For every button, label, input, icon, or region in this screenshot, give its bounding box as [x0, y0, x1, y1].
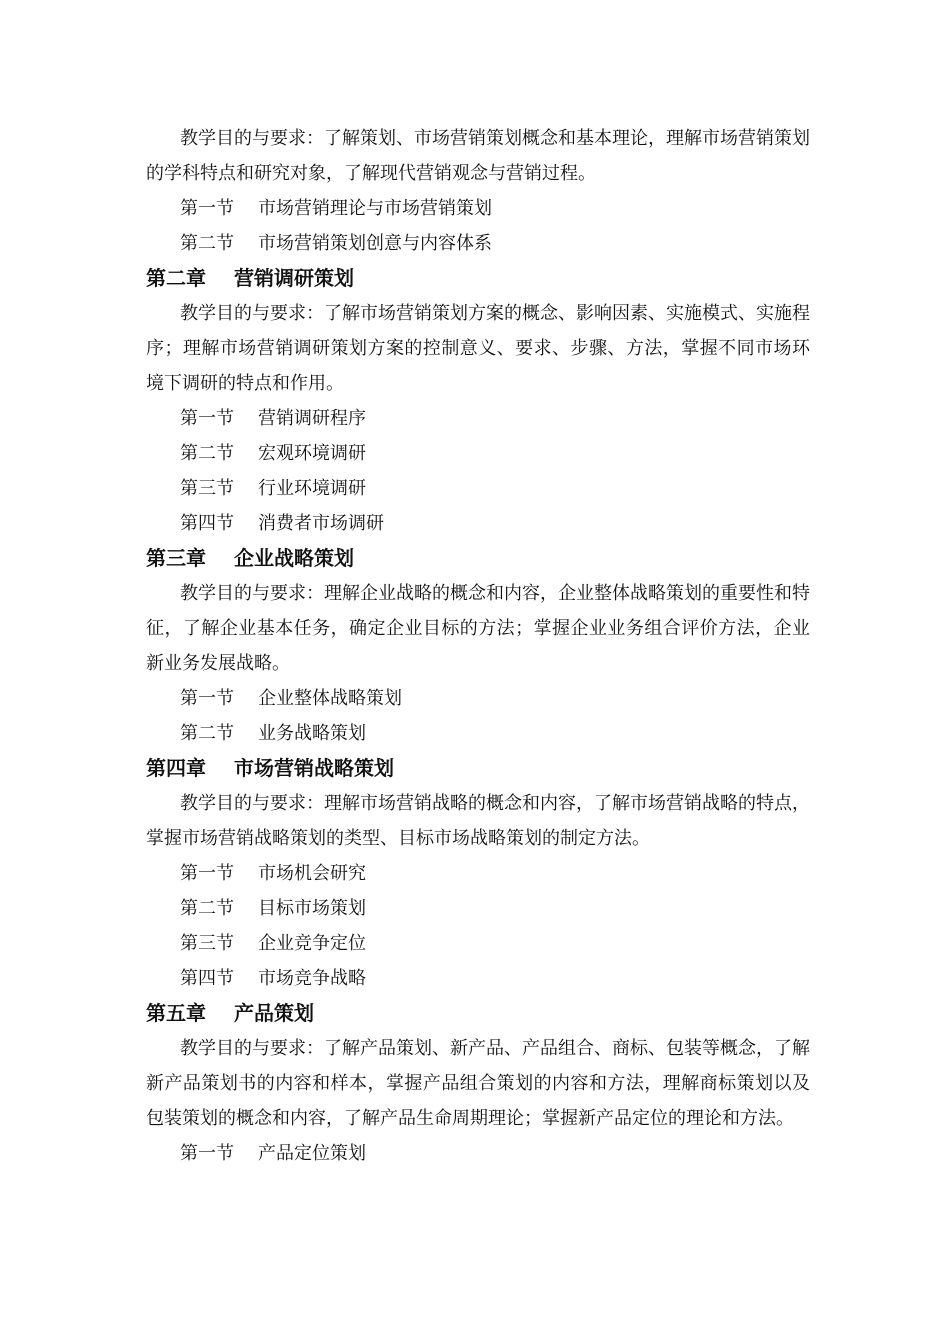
chapter-3-heading: [146, 541, 810, 576]
section-number: 第三节: [180, 478, 234, 499]
chapter-4-section-4: [146, 961, 810, 996]
chapter-2-section-1: [146, 401, 810, 436]
section-title: 市场营销策划创意与内容体系: [258, 233, 492, 254]
section-title: 市场机会研究: [258, 863, 366, 884]
chapter-2-objective: 教学目的与要求：了解市场营销策划方案的概念、影响因素、实施模式、实施程序；理解市场营销调研策划方案的控制意义、要求、步骤、方法，掌握不同市场环境下调研的特点和作用。: [146, 303, 810, 394]
chapter-3-objective: 教学目的与要求：理解企业战略的概念和内容，企业整体战略策划的重要性和特征，了解企业基本任务，确定企业目标的方法；掌握企业业务组合评价方法，企业新业务发展战略。: [146, 583, 810, 674]
chapter-2-section-4: [146, 506, 810, 541]
chapter-4-section-3: [146, 926, 810, 961]
intro-section-1: [146, 191, 810, 226]
section-number: 第一节: [180, 408, 234, 429]
intro-section-2: [146, 226, 810, 261]
chapter-5-heading: [146, 996, 810, 1031]
chapter-2-section-3: [146, 471, 810, 506]
section-title: 市场竞争战略: [258, 968, 366, 989]
chapter-3-section-2: [146, 716, 810, 751]
chapter-5-objective: 教学目的与要求：了解产品策划、新产品、产品组合、商标、包装等概念，了解新产品策划书的内容和样本，掌握产品组合策划的内容和方法，理解商标策划以及包装策划的概念和内容，了解产品生命周期理论；掌握新产品定位的理论和方法。: [146, 1038, 810, 1129]
section-title: 业务战略策划: [258, 723, 366, 744]
intro-objective: 教学目的与要求：了解策划、市场营销策划概念和基本理论，理解市场营销策划的学科特点和研究对象，了解现代营销观念与营销过程。: [146, 128, 810, 184]
section-number: 第二节: [180, 443, 234, 464]
section-title: 消费者市场调研: [258, 513, 384, 534]
section-number: 第二节: [180, 898, 234, 919]
section-title: 企业竞争定位: [258, 933, 366, 954]
section-number: 第三节: [180, 933, 234, 954]
chapter-5-section-1: [146, 1136, 810, 1171]
chapter-number: 第二章: [146, 266, 206, 290]
chapter-3-section-1: [146, 681, 810, 716]
document-body: [146, 121, 810, 1171]
section-title: 宏观环境调研: [258, 443, 366, 464]
chapter-number: 第三章: [146, 546, 206, 570]
section-number: 第一节: [180, 688, 234, 709]
section-title: 产品定位策划: [258, 1143, 366, 1164]
chapter-number: 第五章: [146, 1001, 206, 1025]
chapter-number: 第四章: [146, 756, 206, 780]
section-number: 第二节: [180, 233, 234, 254]
section-number: 第一节: [180, 1143, 234, 1164]
chapter-title: 企业战略策划: [234, 546, 354, 570]
section-title: 市场营销理论与市场营销策划: [258, 198, 492, 219]
chapter-4-section-2: [146, 891, 810, 926]
section-title: 行业环境调研: [258, 478, 366, 499]
chapter-4-section-1: [146, 856, 810, 891]
section-number: 第二节: [180, 723, 234, 744]
chapter-2-section-2: [146, 436, 810, 471]
chapter-title: 产品策划: [234, 1001, 314, 1025]
section-title: 企业整体战略策划: [258, 688, 402, 709]
chapter-2-heading: [146, 261, 810, 296]
section-number: 第一节: [180, 863, 234, 884]
section-number: 第四节: [180, 513, 234, 534]
chapter-4-objective: 教学目的与要求：理解市场营销战略的概念和内容，了解市场营销战略的特点，掌握市场营销战略策划的类型、目标市场战略策划的制定方法。: [146, 793, 810, 849]
section-number: 第四节: [180, 968, 234, 989]
section-title: 目标市场策划: [258, 898, 366, 919]
chapter-title: 营销调研策划: [234, 266, 354, 290]
chapter-4-heading: [146, 751, 810, 786]
chapter-title: 市场营销战略策划: [234, 756, 394, 780]
section-title: 营销调研程序: [258, 408, 366, 429]
section-number: 第一节: [180, 198, 234, 219]
